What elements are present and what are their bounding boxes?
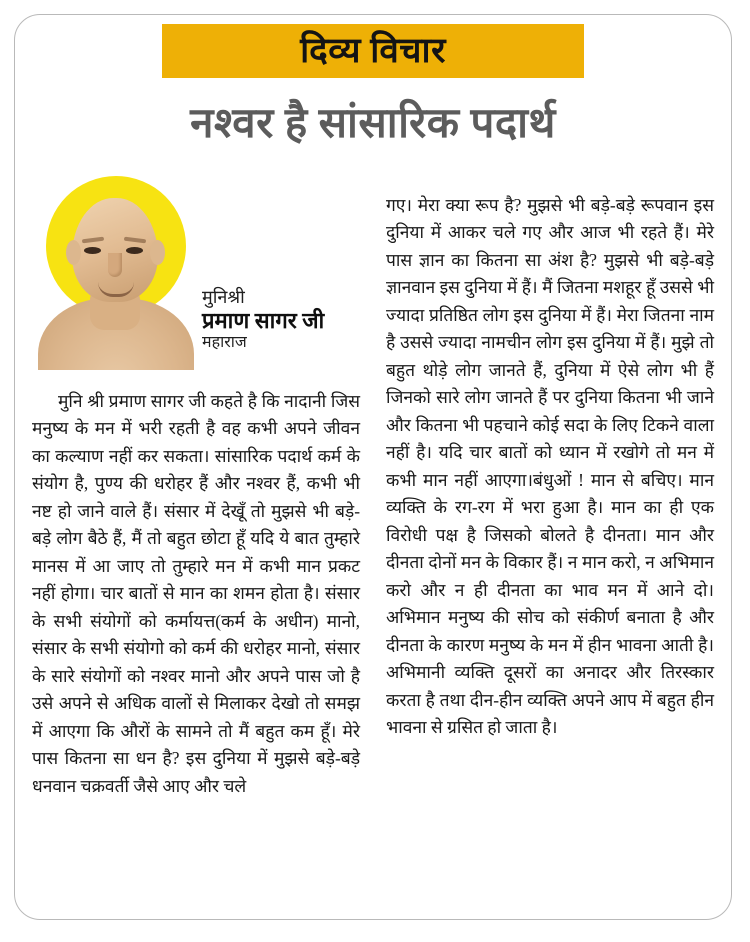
monk-portrait-illustration <box>32 174 200 370</box>
author-byline-block <box>32 174 360 370</box>
article-headline: नश्वर है सांसारिक पदार्थ <box>190 101 556 147</box>
masthead-banner <box>162 24 584 78</box>
column-left <box>32 174 360 817</box>
author-name: प्रमाण सागर जी <box>202 307 325 333</box>
portrait-ear-right <box>150 240 165 265</box>
article-columns <box>32 174 714 817</box>
masthead-title: दिव्य विचार <box>300 30 446 70</box>
author-byline <box>200 287 360 371</box>
article-body-left: मुनि श्री प्रमाण सागर जी कहते है कि नादानी जिस मनुष्य के मन में भरी रहती है वह कभी अपने जीवन का कल्याण नहीं कर सकता। सांसारिक पदार्थ कर्म के संयोग है, पुण्य की धरोहर हैं और नश्वर हैं, कभी भी नष्ट हो जाने वाले हैं। संसार में देखूँ तो मुझसे भी बड़े-बड़े लोग बैठे हैं, मैं तो बहुत छोटा हूँ यदि ये बात तुम्हारे मानस में आ जाए तो तुम्हारे मन में कभी मान प्रकट नहीं होगा। चार बातों से मान का शमन होता है। संसार के सभी संयोगों को कर्मायत्त(कर्म के अधीन) मानो, संसार के सभी संयोगो को कर्म की धरोहर मानो, संसार के सारे संयोगों को नश्वर मानो और अपने पास जो है उसे अपने से अधिक वालों से मिलाकर देखो तो समझ में आएगा कि औरों के सामने तो मैं बहुत कम हूँ। मेरे पास कितना सा धन है? इस दुनिया में मुझसे बड़े-बड़े धनवान चक्रवर्ती जैसे आए और चले <box>32 390 360 796</box>
author-title: महाराज <box>202 334 247 352</box>
masthead-banner-wrapper <box>32 24 714 78</box>
article-content <box>14 14 732 920</box>
portrait-nose <box>108 253 122 277</box>
author-portrait <box>32 174 200 370</box>
author-honorific: मुनिश्री <box>202 286 245 307</box>
article-body-right: गए। मेरा क्या रूप है? मुझसे भी बड़े-बड़े रूपवान इस दुनिया में आकर चले गए और आज भी रहते हैं। मेरे पास ज्ञान का कितना सा अंश है? मुझसे भी बड़े-बड़े ज्ञानवान इस दुनिया में हैं। मैं जितना मशहूर हूँ उससे भी ज्यादा प्रतिष्ठित लोग इस दुनिया में हैं। मेरा जितना नाम है उससे ज्यादा नामचीन लोग इस दुनिया में हैं। मुझे तो बहुत थोड़े लोग जानते हैं, दुनिया में ऐसे लोग भी हैं जिनको सारे लोग जानते हैं पर दुनिया कितना भी जाने और कितना भी पहचाने कोई सदा के लिए टिकने वाला नहीं है। यदि चार बातों को ध्यान में रखोगे तो मन में कभी मान नहीं आएगा।बंधुओं ! मान से बचिए। मान व्यक्ति के रग-रग में भरा हुआ है। मान का ही एक विरोधी पक्ष है जिसको बोलते है दीनता। मान और दीनता दोनों मन के विकार हैं। न मान करो, न अभिमान करो और न ही दीनता का भाव मन में आने दो। अभिमान मनुष्य की सोच को संकीर्ण बनाता है और दीनता के कारण मनुष्य के मन में हीन भावना आती है। अभिमानी व्यक्ति दूसरों का अनादर और तिरस्कार करता है तथा दीन-हीन व्यक्ति अपने आप में बहुत हीन भावना से ग्रसित हो जाता है। <box>386 194 714 738</box>
column-right <box>386 174 714 817</box>
